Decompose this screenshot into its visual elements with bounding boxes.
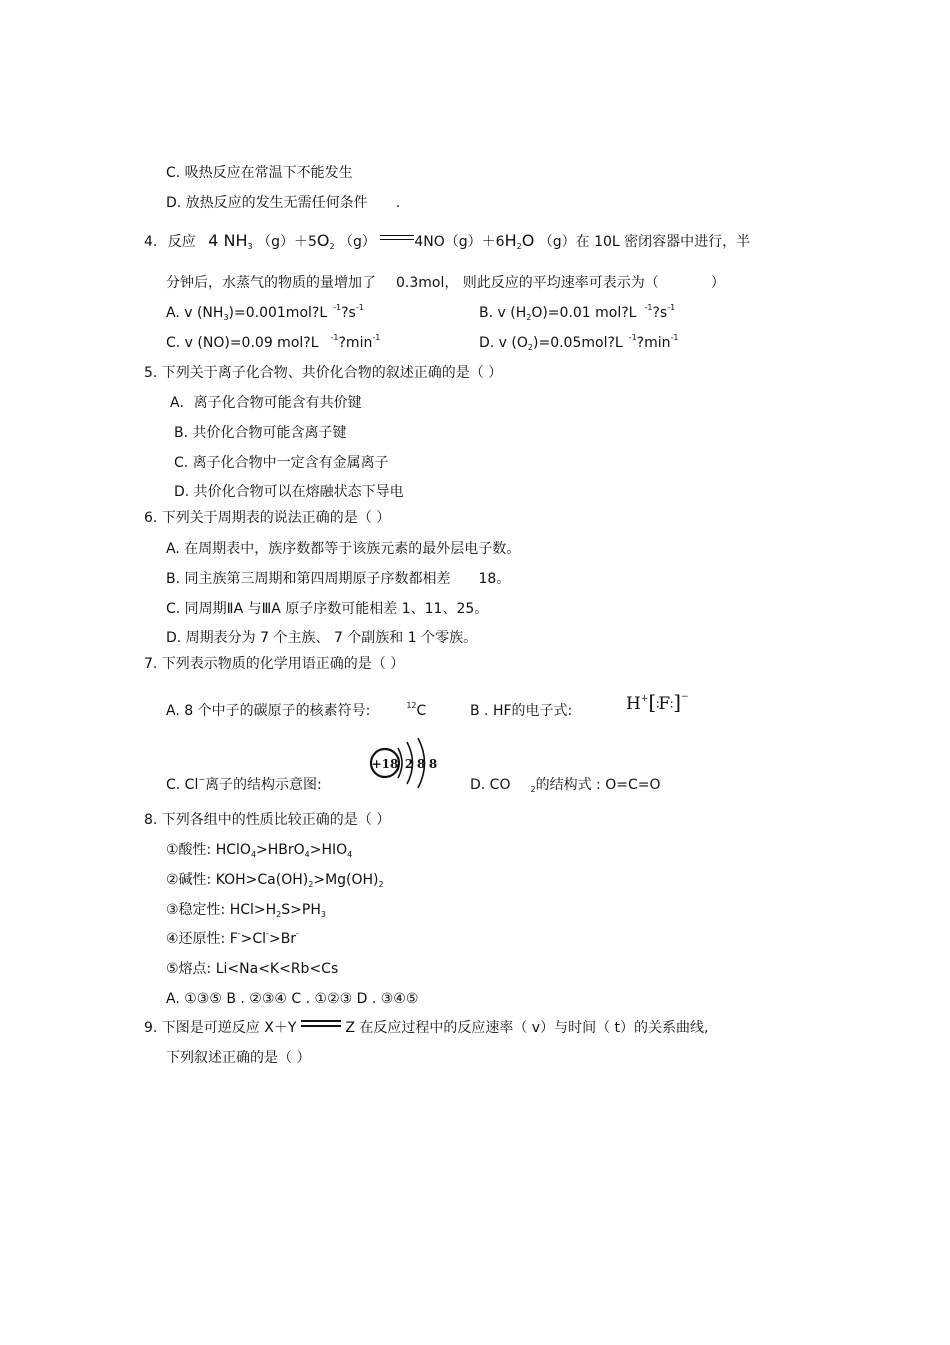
shell-3-electrons: 8 [428,757,438,771]
option-6c: C. 同周期ⅡA 与ⅢA 原子序数可能相差 1、11、25。 [166,601,489,617]
hf-electron-formula: H+[∶F∶]− [626,690,689,714]
option-3d: D. 放热反应的发生无需任何条件 . [166,195,401,211]
option-7a: A. 8 个中子的碳原子的核素符号: $^{12}$C [166,701,427,719]
question-4-line2: 分钟后，水蒸气的物质的量增加了 0.3mol， 则此反应的平均速率可表示为（ ） [166,275,725,291]
option-6a: A. 在周期表中，族序数都等于该族元素的最外层电子数。 [166,541,521,557]
nucleus-charge: +18 [371,757,399,771]
item-8-4: ④还原性: F->Cl->Br- [166,929,299,947]
shell-2-electrons: 8 [416,757,426,771]
option-5c: C. 离子化合物中一定含有金属离子 [174,455,389,471]
question-7-stem: 7. 下列表示物质的化学用语正确的是（ ） [144,656,405,672]
options-8: A. ①③⑤ B . ②③④ C . ①②③ D . ③④⑤ [166,991,419,1007]
option-3c: C. 吸热反应在常温下不能发生 [166,165,353,181]
item-8-2: ②碱性: $KOH>Ca(OH)_2>Mg(OH)_2$ [166,872,384,889]
option-4b: B. v $(H_2O)=0.01$ mol?L $^{-1}?s^{-1}$ [479,303,676,322]
option-5a: A．离子化合物可能含有共价键 [170,395,362,411]
option-7c: C. Cl−离子的结构示意图: [166,775,322,793]
question-5-stem: 5. 下列关于离子化合物、共价化合物的叙述正确的是（ ） [144,365,503,381]
option-4d: D. v $(O_2)=0.05mol?L$ $^{-1}?\min^{-1}$ [479,333,679,352]
option-4a: A. v $(NH_3)=0.001mol?L$ $^{-1}?s^{-1}$ [166,303,364,322]
reversible-arrow [301,1019,341,1029]
shell-1-electrons: 2 [404,757,414,771]
question-9-line1: 9. 下图是可逆反应 X＋Y Z 在反应过程中的反应速率（ v）与时间（ t）的关系曲线, [144,1020,709,1036]
item-8-1: ①酸性: $HClO_4>HBrO_4>HIO_4$ [166,842,353,859]
question-8-stem: 8. 下列各组中的性质比较正确的是（ ） [144,812,391,828]
item-8-3: ③稳定性: $HCl>H_2S>PH_3$ [166,902,326,919]
equal-sign-arrow [380,234,414,242]
question-4-stem: 4. 反应 4 $NH_3$ $(g)+5O_2$ （g） $4NO(g)+6H_2O$ （g）在 10L 密闭容器中进行，半 [144,231,751,251]
option-7d: D. CO $_2$的结构式 : O=C=O [470,777,661,794]
option-5b: B. 共价化合物可能含离子键 [174,425,347,441]
option-5d: D. 共价化合物可以在熔融状态下导电 [174,484,404,500]
option-6d: D. 周期表分为 7 个主族、 7 个副族和 1 个零族。 [166,630,478,646]
question-6-stem: 6. 下列关于周期表的说法正确的是（ ） [144,510,391,526]
option-4c: C. v (NO)=0.09 mol?L $^{-1}?\min^{-1}$ [166,333,381,351]
question-9-line2: 下列叙述正确的是（ ） [166,1050,311,1066]
item-8-5: ⑤熔点: Li<Na<K<Rb<Cs [166,961,339,977]
option-7b: B . HF的电子式: [470,703,573,719]
chloride-ion-structure-diagram [368,736,444,794]
option-6b: B. 同主族第三周期和第四周期原子序数都相差 18。 [166,571,511,587]
